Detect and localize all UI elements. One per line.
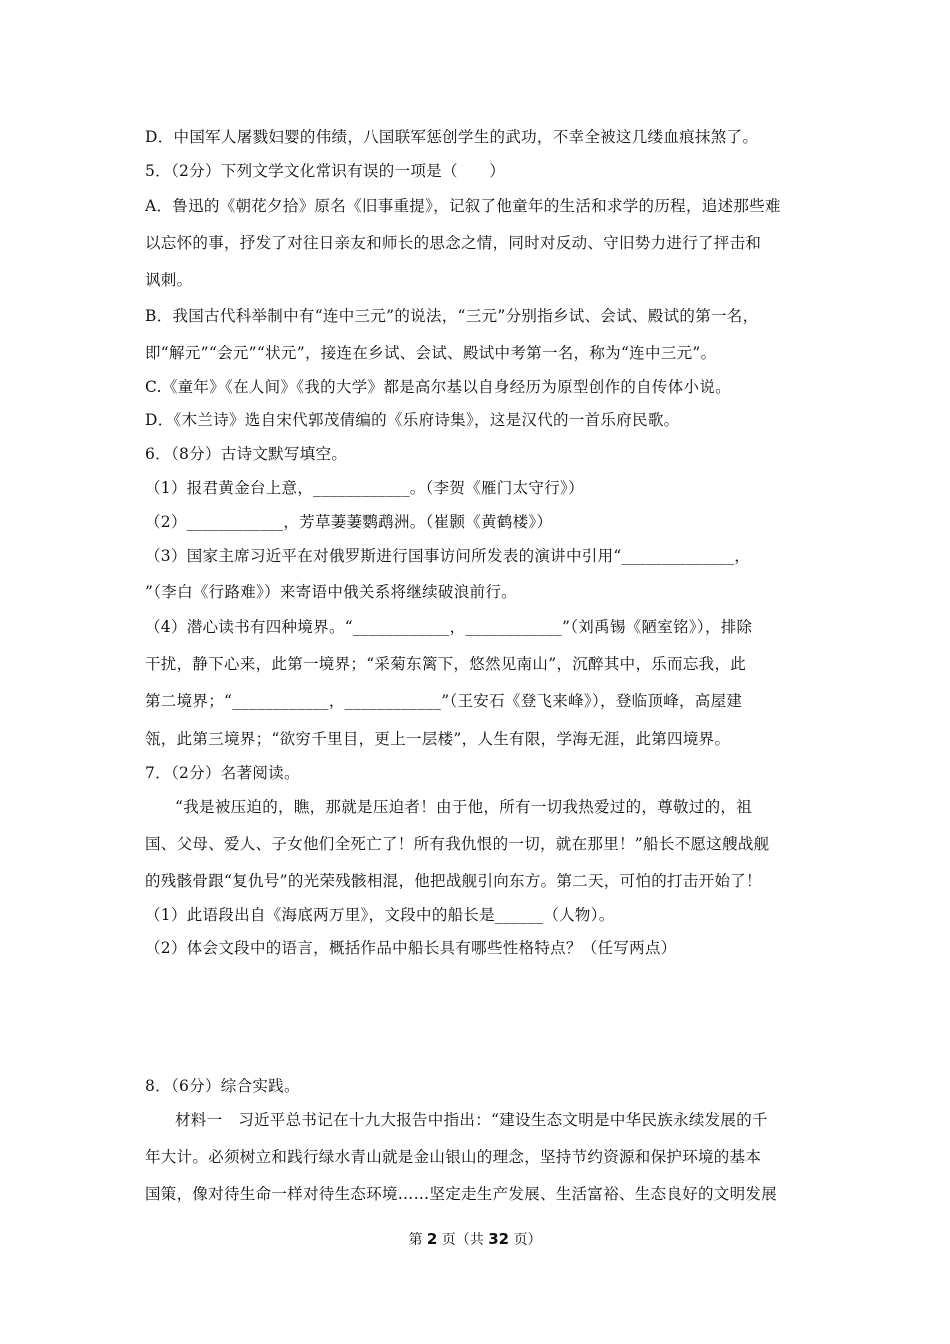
question-7: 7．（2分）名著阅读。: [145, 764, 300, 782]
footer-total-pages: 32: [488, 1230, 510, 1248]
q8-material-line1: 材料一 习近平总书记在十九大报告中指出：“建设生态文明是中华民族永续发展的千: [175, 1111, 768, 1129]
q7-passage-line3: 的残骸骨跟“复仇号”的光荣残骸相混，他把战舰引向东方。第二天，可怕的打击开始了！: [145, 872, 762, 890]
q6-item-4-line2: 干扰，静下心来，此第一境界；“采菊东篱下，悠然见南山”，沉醉其中，乐而忘我，此: [145, 655, 747, 673]
q5-option-d: D．《木兰诗》选自宋代郭茂倩编的《乐府诗集》，这是汉代的一首乐府民歌。: [145, 411, 680, 429]
q5-option-a-line2: 以忘怀的事，抒发了对往日亲友和师长的思念之情，同时对反动、守旧势力进行了抨击和: [145, 234, 762, 252]
q7-subquestion-1: （1）此语段出自《海底两万里》，文段中的船长是______（人物）。: [145, 906, 615, 924]
q6-item-3-line1: （3）国家主席习近平在对俄罗斯进行国事访问所发表的演讲中引用“______________，: [145, 547, 751, 565]
q5-option-c: C.《童年》《在人间》《我的大学》都是高尔基以自身经历为原型创作的自传体小说。: [145, 378, 731, 396]
q8-material-line3: 国策，像对待生命一样对待生态环境……坚定走生产发展、生活富裕、生态良好的文明发展: [145, 1185, 778, 1203]
q7-passage-line1: “我是被压迫的，瞧，那就是压迫者！由于他，所有一切我热爱过的，尊敬过的，祖: [175, 798, 753, 816]
footer-suffix: 页）: [513, 1232, 542, 1248]
option-d-q4: D．中国军人屠戮妇婴的伟绩，八国联军惩创学生的武功，不幸全被这几缕血痕抹煞了。: [145, 128, 759, 146]
q7-subquestion-2: （2）体会文段中的语言，概括作品中船长具有哪些性格特点？（任写两点）: [145, 939, 677, 957]
q6-item-2: （2）____________，芳草萋萋鹦鹉洲。（崔颢《黄鹤楼》）: [145, 513, 553, 531]
footer-prefix: 第: [408, 1232, 423, 1248]
question-8: 8．（6分）综合实践。: [145, 1077, 300, 1095]
q5-option-b-line1: B．我国古代科举制中有“连中三元”的说法，“三元”分别指乡试、会试、殿试的第一名，: [145, 307, 759, 325]
footer-middle: 页（共: [441, 1232, 484, 1248]
q8-material-line2: 年大计。必须树立和践行绿水青山就是金山银山的理念，坚持节约资源和保护环境的基本: [145, 1148, 762, 1166]
q6-item-1: （1）报君黄金台上意，____________。（李贺《雁门太守行》）: [145, 479, 584, 497]
q6-item-4-line1: （4）潜心读书有四种境界。“____________，____________”（刘禹锡《陋室铭》），排除: [145, 618, 753, 636]
question-6: 6．（8分）古诗文默写填空。: [145, 445, 348, 463]
q6-item-4-line3: 第二境界；“____________，____________”（王安石《登飞来峰》），登临顶峰，高屋建: [145, 692, 743, 710]
page-footer: [0, 1229, 950, 1249]
q6-item-3-line2: ”（李白《行路难》）来寄语中俄关系将继续破浪前行。: [145, 583, 517, 601]
q6-item-4-line4: 瓴，此第三境界；“欲穷千里目，更上一层楼”，人生有限，学海无涯，此第四境界。: [145, 730, 731, 748]
footer-page-number: 2: [426, 1230, 438, 1248]
question-5: 5．（2分）下列文学文化常识有误的一项是（ ）: [145, 162, 506, 180]
q5-option-a-line1: A．鲁迅的《朝花夕拾》原名《旧事重提》，记叙了他童年的生活和求学的历程，追述那些难: [145, 197, 781, 215]
q5-option-b-line2: 即“解元”“会元”“状元”，接连在乡试、会试、殿试中考第一名，称为“连中三元”。: [145, 344, 717, 362]
q7-passage-line2: 国、父母、爱人、子女他们全死亡了！所有我仇恨的一切，就在那里！”船长不愿这艘战舰: [145, 835, 770, 853]
q5-option-a-line3: 讽刺。: [145, 271, 193, 289]
